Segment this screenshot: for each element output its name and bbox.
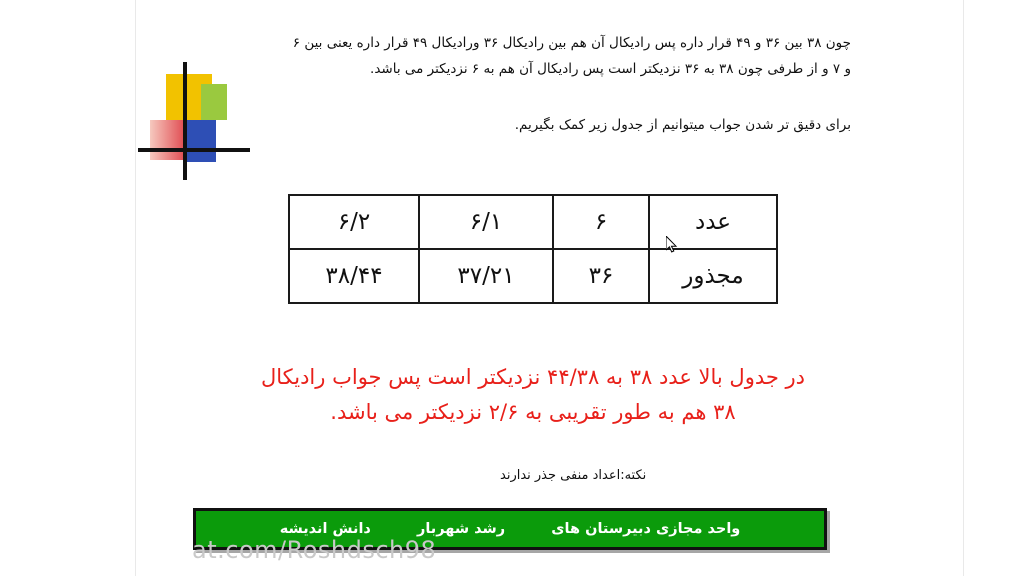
footer-text-left: دانش اندیشه — [279, 521, 371, 537]
logo-red-square — [150, 120, 186, 160]
logo-green-square — [201, 84, 227, 120]
row-label-number: عدد — [649, 195, 777, 249]
cell-square-3: ۳۸/۴۴ — [289, 249, 419, 303]
conclusion-line-2: ۳۸ هم به طور تقریبی به ۲/۶ نزدیکتر می باشد. — [330, 400, 736, 424]
table-intro-paragraph: برای دقیق تر شدن جواب میتوانیم از جدول زیر کمک بگیریم. — [514, 117, 851, 133]
decorative-logo — [138, 62, 250, 180]
table-row — [289, 195, 777, 249]
intro-paragraph: چون ۳۸ بین ۳۶ و ۴۹ قرار داره پس رادیکال آن هم بین رادیکال ۳۶ ورادیکال ۴۹ قرار داره یعنی بین ۶ و ۷ و از طرفی چون ۳۸ به ۳۶ نزدیکتر است پس رادیکال آن هم به ۶ نزدیکتر می باشد. — [292, 35, 851, 77]
footer-text-right: واحد مجازی دبیرستان های — [551, 521, 741, 537]
footer-banner-text — [280, 521, 741, 537]
cell-square-1: ۳۶ — [553, 249, 649, 303]
conclusion-text — [210, 360, 856, 430]
cell-square-2: ۳۷/۲۱ — [419, 249, 553, 303]
square-values-table — [288, 194, 778, 304]
logo-vertical-bar — [183, 62, 187, 180]
note-text: نکته:اعداد منفی جذر ندارند — [500, 468, 647, 483]
mouse-cursor-icon — [666, 236, 678, 254]
footer-text-middle: رشد شهربار — [417, 521, 506, 537]
left-margin-bar — [0, 0, 136, 576]
logo-horizontal-bar — [138, 148, 250, 152]
cell-number-1: ۶ — [553, 195, 649, 249]
logo-blue-square — [186, 120, 216, 162]
cell-number-2: ۶/۱ — [419, 195, 553, 249]
watermark-text: at.com/Roshdsch98 — [192, 536, 437, 564]
cell-number-3: ۶/۲ — [289, 195, 419, 249]
right-margin-bar — [963, 0, 1024, 576]
conclusion-line-1: در جدول بالا عدد ۳۸ به ۴۴/۳۸ نزدیکتر است پس جواب رادیکال — [260, 365, 806, 389]
row-label-square: مجذور — [649, 249, 777, 303]
table-row — [289, 249, 777, 303]
